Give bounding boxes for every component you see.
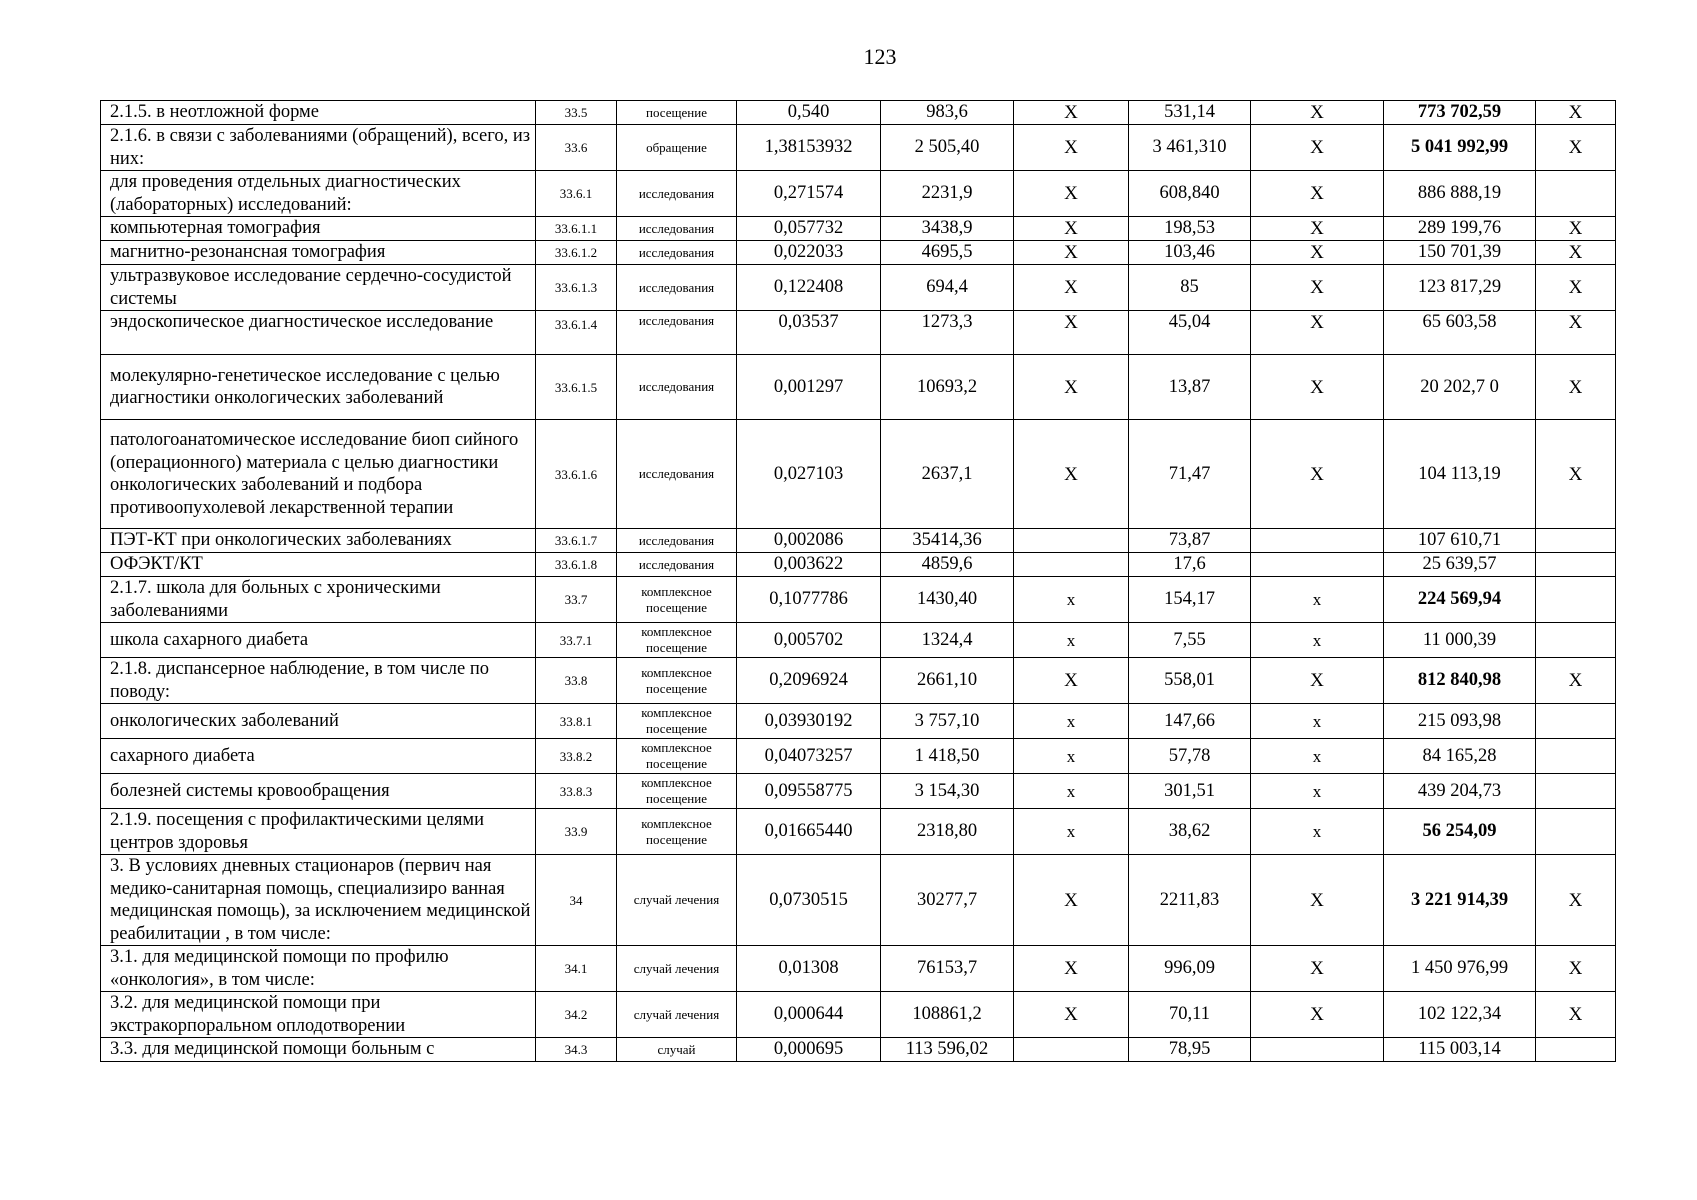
row-unit-cell: комплексное посещение [617,658,737,704]
row-marker-cell [1251,553,1384,577]
row-marker-cell: х [1014,704,1129,739]
row-marker-cell: X [1536,241,1616,265]
row-marker-cell: х [1251,577,1384,623]
row-per-capita-cell: 608,840 [1129,171,1251,217]
row-code-cell: 34.3 [536,1038,617,1062]
row-marker-cell: X [1251,241,1384,265]
row-code-cell: 34.1 [536,946,617,992]
row-cost-cell: 4859,6 [881,553,1014,577]
row-per-capita-cell: 2211,83 [1129,855,1251,946]
row-per-capita-cell: 57,78 [1129,739,1251,774]
row-total-cell: 11 000,39 [1384,623,1536,658]
table-row [101,420,1616,529]
table-row [101,171,1616,217]
row-marker-cell: X [1536,101,1616,125]
row-cost-cell: 1324,4 [881,623,1014,658]
row-unit-cell: исследования [617,311,737,355]
row-cost-cell: 1 418,50 [881,739,1014,774]
row-volume-cell: 0,0730515 [737,855,881,946]
table-row [101,265,1616,311]
row-per-capita-cell: 531,14 [1129,101,1251,125]
row-unit-cell: комплексное посещение [617,623,737,658]
row-cost-cell: 113 596,02 [881,1038,1014,1062]
row-marker-cell: X [1536,855,1616,946]
row-marker-cell: X [1251,101,1384,125]
row-total-cell: 20 202,7 0 [1384,355,1536,420]
row-total-cell: 1 450 976,99 [1384,946,1536,992]
row-unit-cell: случай [617,1038,737,1062]
row-code-cell: 34.2 [536,992,617,1038]
row-marker-cell [1536,774,1616,809]
row-marker-cell: х [1014,623,1129,658]
table-row [101,855,1616,946]
row-cost-cell: 1273,3 [881,311,1014,355]
row-marker-cell: X [1536,265,1616,311]
row-name-cell: сахарного диабета [101,739,536,774]
row-cost-cell: 1430,40 [881,577,1014,623]
row-volume-cell: 0,027103 [737,420,881,529]
row-code-cell: 33.6.1.2 [536,241,617,265]
row-unit-cell: исследования [617,241,737,265]
row-volume-cell: 0,271574 [737,171,881,217]
row-code-cell: 33.6.1.7 [536,529,617,553]
row-marker-cell [1536,739,1616,774]
row-marker-cell: X [1251,217,1384,241]
row-marker-cell [1251,1038,1384,1062]
row-marker-cell: х [1014,809,1129,855]
table-row [101,311,1616,355]
row-per-capita-cell: 73,87 [1129,529,1251,553]
row-name-cell: ультразвуковое исследование сердечно-сосудистой системы [101,265,536,311]
row-code-cell: 33.7 [536,577,617,623]
row-cost-cell: 694,4 [881,265,1014,311]
row-marker-cell: X [1014,311,1129,355]
row-marker-cell: х [1251,809,1384,855]
row-total-cell: 150 701,39 [1384,241,1536,265]
row-total-cell: 3 221 914,39 [1384,855,1536,946]
row-code-cell: 33.6.1 [536,171,617,217]
row-unit-cell: случай лечения [617,855,737,946]
row-total-cell: 886 888,19 [1384,171,1536,217]
row-name-cell: эндоскопическое диагностическое исследование [101,311,536,355]
row-code-cell: 33.6.1.8 [536,553,617,577]
row-per-capita-cell: 13,87 [1129,355,1251,420]
row-marker-cell: X [1536,125,1616,171]
row-unit-cell: исследования [617,420,737,529]
row-marker-cell: X [1536,946,1616,992]
row-unit-cell: исследования [617,529,737,553]
table-row [101,529,1616,553]
row-per-capita-cell: 147,66 [1129,704,1251,739]
row-unit-cell: исследования [617,553,737,577]
row-name-cell: ОФЭКТ/КТ [101,553,536,577]
row-volume-cell: 0,09558775 [737,774,881,809]
row-marker-cell: х [1014,577,1129,623]
row-per-capita-cell: 103,46 [1129,241,1251,265]
row-volume-cell: 0,03930192 [737,704,881,739]
table-row [101,992,1616,1038]
row-cost-cell: 10693,2 [881,355,1014,420]
row-name-cell: 2.1.8. диспансерное наблюдение, в том числе по поводу: [101,658,536,704]
row-total-cell: 215 093,98 [1384,704,1536,739]
row-total-cell: 65 603,58 [1384,311,1536,355]
row-marker-cell: X [1251,658,1384,704]
row-cost-cell: 76153,7 [881,946,1014,992]
row-marker-cell: X [1251,355,1384,420]
row-total-cell: 102 122,34 [1384,992,1536,1038]
row-marker-cell: X [1251,992,1384,1038]
row-total-cell: 104 113,19 [1384,420,1536,529]
table-row [101,946,1616,992]
row-cost-cell: 3 757,10 [881,704,1014,739]
table-row [101,774,1616,809]
row-volume-cell: 0,122408 [737,265,881,311]
row-volume-cell: 0,1077786 [737,577,881,623]
row-marker-cell: X [1251,265,1384,311]
page-number: 123 [863,44,897,69]
table-row [101,1038,1616,1062]
row-marker-cell: X [1251,311,1384,355]
row-per-capita-cell: 17,6 [1129,553,1251,577]
row-name-cell: магнитно-резонансная томография [101,241,536,265]
row-total-cell: 5 041 992,99 [1384,125,1536,171]
row-marker-cell: X [1014,241,1129,265]
row-unit-cell: комплексное посещение [617,809,737,855]
row-marker-cell: X [1536,420,1616,529]
row-per-capita-cell: 301,51 [1129,774,1251,809]
row-code-cell: 33.6.1.4 [536,311,617,355]
table-row [101,355,1616,420]
row-name-cell: 2.1.5. в неотложной форме [101,101,536,125]
row-name-cell: 3.2. для медицинской помощи при экстракорпоральном оплодотворении [101,992,536,1038]
table-row [101,704,1616,739]
row-name-cell: 3.3. для медицинской помощи больным с [101,1038,536,1062]
row-marker-cell [1014,553,1129,577]
row-unit-cell: комплексное посещение [617,577,737,623]
row-volume-cell: 0,003622 [737,553,881,577]
row-code-cell: 33.6.1.3 [536,265,617,311]
row-cost-cell: 2231,9 [881,171,1014,217]
row-cost-cell: 983,6 [881,101,1014,125]
row-per-capita-cell: 38,62 [1129,809,1251,855]
table-row [101,553,1616,577]
row-name-cell: компьютерная томография [101,217,536,241]
row-marker-cell: X [1014,855,1129,946]
row-total-cell: 289 199,76 [1384,217,1536,241]
row-marker-cell [1014,529,1129,553]
row-marker-cell: X [1014,217,1129,241]
row-per-capita-cell: 996,09 [1129,946,1251,992]
row-volume-cell: 0,022033 [737,241,881,265]
row-code-cell: 33.8.1 [536,704,617,739]
row-total-cell: 224 569,94 [1384,577,1536,623]
table-row [101,809,1616,855]
row-per-capita-cell: 3 461,310 [1129,125,1251,171]
row-marker-cell: X [1251,855,1384,946]
row-cost-cell: 2637,1 [881,420,1014,529]
row-per-capita-cell: 70,11 [1129,992,1251,1038]
row-marker-cell: X [1014,125,1129,171]
row-per-capita-cell: 71,47 [1129,420,1251,529]
row-volume-cell: 0,001297 [737,355,881,420]
row-code-cell: 33.6.1.1 [536,217,617,241]
row-unit-cell: комплексное посещение [617,774,737,809]
row-marker-cell [1536,577,1616,623]
row-total-cell: 439 204,73 [1384,774,1536,809]
table-row [101,241,1616,265]
row-code-cell: 33.6.1.6 [536,420,617,529]
row-marker-cell: X [1251,171,1384,217]
tariff-table [100,100,1616,1062]
row-unit-cell: комплексное посещение [617,739,737,774]
row-code-cell: 33.8.3 [536,774,617,809]
row-marker-cell: X [1014,992,1129,1038]
row-name-cell: онкологических заболеваний [101,704,536,739]
row-marker-cell: X [1014,658,1129,704]
row-name-cell: молекулярно-генетическое исследование с целью диагностики онкологических заболеваний [101,355,536,420]
row-name-cell: 2.1.9. посещения с профилактическими целями центров здоровья [101,809,536,855]
row-volume-cell: 0,2096924 [737,658,881,704]
table-row [101,217,1616,241]
table-row [101,623,1616,658]
row-unit-cell: обращение [617,125,737,171]
row-marker-cell: X [1014,420,1129,529]
row-unit-cell: случай лечения [617,992,737,1038]
row-volume-cell: 0,002086 [737,529,881,553]
row-unit-cell: посещение [617,101,737,125]
table-body [101,101,1616,1062]
table-row [101,577,1616,623]
row-marker-cell: X [1536,355,1616,420]
row-volume-cell: 0,057732 [737,217,881,241]
row-unit-cell: исследования [617,355,737,420]
row-code-cell: 33.9 [536,809,617,855]
row-cost-cell: 3438,9 [881,217,1014,241]
row-volume-cell: 0,540 [737,101,881,125]
row-marker-cell: X [1536,217,1616,241]
row-total-cell: 25 639,57 [1384,553,1536,577]
row-per-capita-cell: 78,95 [1129,1038,1251,1062]
row-marker-cell: х [1251,704,1384,739]
row-total-cell: 115 003,14 [1384,1038,1536,1062]
row-volume-cell: 0,000644 [737,992,881,1038]
row-cost-cell: 30277,7 [881,855,1014,946]
row-marker-cell: X [1014,101,1129,125]
row-per-capita-cell: 154,17 [1129,577,1251,623]
row-total-cell: 56 254,09 [1384,809,1536,855]
row-marker-cell: X [1014,355,1129,420]
row-marker-cell: х [1251,774,1384,809]
row-code-cell: 33.6.1.5 [536,355,617,420]
row-marker-cell: х [1251,623,1384,658]
row-volume-cell: 0,01308 [737,946,881,992]
row-marker-cell [1536,704,1616,739]
row-marker-cell: х [1014,739,1129,774]
row-unit-cell: комплексное посещение [617,704,737,739]
table-row [101,125,1616,171]
row-total-cell: 84 165,28 [1384,739,1536,774]
row-per-capita-cell: 7,55 [1129,623,1251,658]
row-name-cell: 2.1.6. в связи с заболеваниями (обращений), всего, из них: [101,125,536,171]
row-per-capita-cell: 85 [1129,265,1251,311]
row-marker-cell: X [1536,992,1616,1038]
row-per-capita-cell: 45,04 [1129,311,1251,355]
row-code-cell: 33.6 [536,125,617,171]
row-total-cell: 123 817,29 [1384,265,1536,311]
row-volume-cell: 1,38153932 [737,125,881,171]
row-unit-cell: исследования [617,265,737,311]
row-cost-cell: 2 505,40 [881,125,1014,171]
row-cost-cell: 3 154,30 [881,774,1014,809]
row-cost-cell: 2661,10 [881,658,1014,704]
row-cost-cell: 2318,80 [881,809,1014,855]
row-marker-cell: X [1014,265,1129,311]
row-marker-cell: X [1536,311,1616,355]
row-marker-cell [1536,623,1616,658]
row-marker-cell [1251,529,1384,553]
row-marker-cell: X [1251,420,1384,529]
row-code-cell: 33.5 [536,101,617,125]
row-marker-cell [1536,1038,1616,1062]
row-per-capita-cell: 558,01 [1129,658,1251,704]
row-cost-cell: 35414,36 [881,529,1014,553]
row-marker-cell: х [1014,774,1129,809]
row-marker-cell: X [1014,946,1129,992]
row-unit-cell: исследования [617,171,737,217]
row-unit-cell: случай лечения [617,946,737,992]
row-name-cell: 2.1.7. школа для больных с хроническими заболеваниями [101,577,536,623]
row-marker-cell: X [1014,171,1129,217]
row-total-cell: 773 702,59 [1384,101,1536,125]
row-cost-cell: 4695,5 [881,241,1014,265]
row-marker-cell: х [1251,739,1384,774]
table-row [101,739,1616,774]
row-name-cell: для проведения отдельных диагностических (лабораторных) исследований: [101,171,536,217]
row-volume-cell: 0,000695 [737,1038,881,1062]
row-total-cell: 107 610,71 [1384,529,1536,553]
row-marker-cell: X [1536,658,1616,704]
row-cost-cell: 108861,2 [881,992,1014,1038]
table-row [101,658,1616,704]
row-marker-cell: X [1251,125,1384,171]
row-volume-cell: 0,01665440 [737,809,881,855]
row-marker-cell [1536,553,1616,577]
row-code-cell: 34 [536,855,617,946]
row-code-cell: 33.8 [536,658,617,704]
row-name-cell: школа сахарного диабета [101,623,536,658]
row-name-cell: ПЭТ-КТ при онкологических заболеваниях [101,529,536,553]
row-code-cell: 33.7.1 [536,623,617,658]
row-total-cell: 812 840,98 [1384,658,1536,704]
row-volume-cell: 0,04073257 [737,739,881,774]
row-name-cell: 3.1. для медицинской помощи по профилю «онкология», в том числе: [101,946,536,992]
row-per-capita-cell: 198,53 [1129,217,1251,241]
row-marker-cell: X [1251,946,1384,992]
row-volume-cell: 0,005702 [737,623,881,658]
row-unit-cell: исследования [617,217,737,241]
row-marker-cell [1536,171,1616,217]
row-marker-cell [1014,1038,1129,1062]
row-name-cell: болезней системы кровообращения [101,774,536,809]
row-name-cell: 3. В условиях дневных стационаров (первич ная медико-санитарная помощь, специализиро ванная медицинская помощь), за исключением медицинской реабилитации , в том числе: [101,855,536,946]
row-marker-cell [1536,529,1616,553]
row-code-cell: 33.8.2 [536,739,617,774]
table-row [101,101,1616,125]
row-marker-cell [1536,809,1616,855]
row-volume-cell: 0,03537 [737,311,881,355]
row-name-cell: патологоанатомическое исследование биоп сийного (операционного) материала с целью диагностики онкологических заболеваний и подбора противоопухолевой лекарственной терапии [101,420,536,529]
